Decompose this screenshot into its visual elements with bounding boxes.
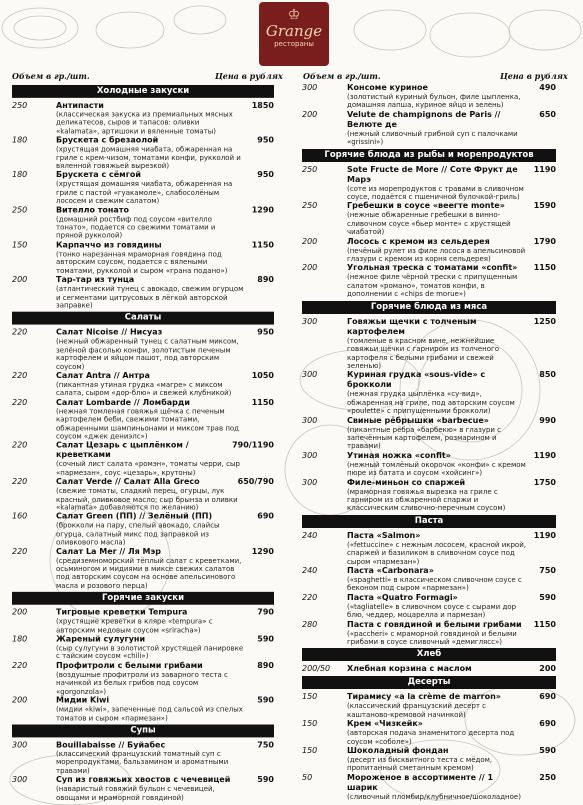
section-header: Десерты — [302, 676, 556, 689]
menu-item-price: 1790 — [533, 236, 556, 246]
menu-item-title: Брускета с брезаолой — [56, 135, 159, 145]
menu-item-title: Салат Green (ПП) // Зелёный (ПП) — [56, 512, 213, 521]
menu-item-description: (соте из морепродуктов с травами в сливочном соусе, подаётся с пшеничной булочкой-гриль) — [347, 184, 524, 202]
menu-item-weight: 200 — [12, 275, 28, 285]
menu-item-description: («spaghetti» в классическом сливочном соусе с беконом под сыром «пармезан») — [347, 576, 522, 593]
menu-item-weight: 250 — [302, 201, 318, 211]
menu-item-weight: 280 — [302, 619, 318, 629]
menu-item-title: Вителло тонато — [56, 205, 129, 215]
section-header: Холодные закуски — [12, 85, 274, 98]
menu-item-weight: 150 — [302, 746, 318, 756]
menu-item — [302, 317, 556, 371]
menu-item-description: (нежная грудка цыплёнка «су-вид», обжаренная на гриле, под авторским соусом «poulette» с припущенными брокколи) — [347, 390, 515, 416]
menu-item-title: Паста «Carbonara» — [347, 566, 434, 575]
menu-item-weight: 300 — [302, 370, 318, 380]
menu-item-description: (золотистый куриный бульон, филе цыпленка, домашняя лапша, куриное яйцо и зелень) — [347, 93, 521, 110]
menu-item-title: Паста «Salmon» — [347, 530, 421, 540]
logo-subtitle: рестораны — [274, 40, 314, 48]
menu-item-weight: 300 — [12, 775, 28, 785]
menu-item — [12, 661, 274, 696]
menu-item-price: 1190 — [533, 164, 556, 174]
menu-item-price: 850 — [539, 370, 556, 380]
menu-item-price: 890 — [257, 661, 274, 670]
menu-item-description: (тонко нарезанная мраморная говядина под авторским соусом, подается с вялеными томатами, рукколой и сыром «грана подано») — [56, 250, 228, 275]
menu-item-weight: 220 — [12, 440, 28, 450]
menu-item-weight: 200 — [302, 263, 318, 273]
menu-item-description: (десерт из бисквитного теста с мёдом, пропитанный сметанным кремом) — [347, 756, 493, 773]
menu-item-price: 1150 — [533, 619, 556, 629]
menu-item-weight: 300 — [12, 740, 28, 750]
menu-item — [12, 634, 274, 661]
menu-item-price: 750 — [539, 566, 556, 575]
menu-item-description: (пикантные рёбра «барбекю» в глазури с запечённым картофелем, розмарином и травами) — [347, 425, 501, 451]
menu-item-description: (классический французский десерт с каштаново-кремовой начинкой) — [347, 702, 487, 719]
menu-item-weight: 150 — [302, 719, 318, 729]
menu-item-weight: 220 — [12, 661, 28, 670]
menu-item-description: (сочный лист салата «ромэн», томаты черри, сыр «пармезан», соус «цезарь», крутоны) — [56, 460, 240, 477]
menu-item-weight: 220 — [12, 327, 28, 337]
menu-item — [302, 370, 556, 415]
menu-item — [12, 101, 274, 136]
menu-item-weight: 300 — [302, 450, 318, 460]
menu-item-description: (авторская подача знаменитого десерта под соусом «соболе») — [347, 729, 515, 746]
menu-item-description: (наваристый говяжий бульон с чечевицей, овощами и мраморной говядиной) — [56, 785, 215, 802]
menu-item-weight: 200 — [12, 695, 28, 705]
right-menu-column — [302, 83, 556, 801]
menu-item — [302, 566, 556, 593]
menu-item-price: 1290 — [251, 205, 274, 215]
menu-item-price: 650/790 — [237, 477, 274, 487]
menu-item-price: 990 — [539, 415, 556, 425]
menu-item-description: (воздушные профитроли из заварного теста с начинкой из белых грибов под соусом «gorgonzola») — [56, 670, 228, 696]
menu-item-price: 1150 — [251, 397, 274, 407]
menu-item-price: 1150 — [533, 263, 556, 273]
menu-item-weight: 180 — [12, 170, 28, 180]
menu-item-title: Крем «Чизкейк» — [347, 719, 423, 729]
menu-item — [302, 620, 556, 647]
menu-item-weight: 200 — [12, 607, 28, 617]
menu-item-weight: 240 — [302, 566, 318, 575]
logo-name: Grange — [265, 22, 323, 40]
menu-item-title: Куриная грудка «sous-vide» с брокколи — [347, 370, 486, 390]
menu-item — [302, 478, 556, 513]
menu-item — [302, 451, 556, 478]
menu-item-price: 950 — [257, 327, 274, 337]
menu-item — [12, 512, 274, 547]
menu-item — [12, 171, 274, 206]
menu-item-description: (нежные обжаренные гребешки в винно-сливочном соусе «бьер монте» с хрустящей чиабатой) — [347, 211, 511, 237]
menu-item-weight: 200/50 — [302, 664, 331, 674]
menu-item-weight: 220 — [302, 592, 318, 602]
menu-item-title: Шоколадный фондан — [347, 746, 449, 756]
menu-item — [302, 531, 556, 566]
menu-item-description: (печёный рулет из филе лосося в апельсиновой глазури с кремом из корня сельдерея) — [347, 246, 526, 264]
menu-item-weight: 160 — [12, 512, 28, 521]
menu-item-title: Салат Nicoise // Нисуаз — [56, 327, 163, 337]
menu-item-title: Velute de champignons de Paris // Велюте де — [347, 109, 501, 129]
menu-item — [302, 593, 556, 620]
menu-item — [302, 165, 556, 202]
menu-item-weight: 200 — [302, 236, 318, 246]
menu-item — [12, 608, 274, 635]
menu-item-price: 1590 — [533, 201, 556, 211]
menu-item-price: 950 — [257, 135, 274, 145]
menu-item-description: (домашний ростбиф под соусом «вителло тонато», подается со свежими томатами и пряной рукколой) — [56, 215, 216, 240]
menu-item-title: Салат Antra // Антра — [56, 371, 150, 380]
menu-item-price: 750 — [257, 740, 274, 750]
menu-item-description: (сыр сулугуни в золотистой хрустящей панировке с тайским соусом «chili») — [56, 644, 244, 661]
menu-item-weight: 220 — [12, 371, 28, 380]
menu-item-weight: 180 — [12, 634, 28, 644]
menu-item — [12, 275, 274, 310]
menu-item-title: Карпаччо из говядины — [56, 240, 162, 250]
menu-item-price: 1150 — [251, 240, 274, 250]
menu-item-price: 790/1190 — [232, 440, 274, 450]
menu-item-weight: 150 — [12, 240, 28, 250]
menu-item — [302, 416, 556, 451]
menu-item-title: Bouillabaisse // Буйабес — [56, 740, 166, 750]
menu-item-title: Паста «Quatro Formagi» — [347, 592, 458, 602]
section-header: Хлеб — [302, 648, 556, 661]
crown-icon: ♔ — [287, 7, 301, 23]
menu-item-price: 590 — [539, 746, 556, 756]
menu-item-price: 1750 — [533, 477, 556, 487]
menu-item-description: («paccheri» с мраморной говядиной и белыми грибами в соусе сливочный «демиглясс») — [347, 629, 517, 647]
menu-item-weight: 250 — [302, 164, 318, 174]
section-header: Горячие блюда из рыбы и морепродуктов — [302, 149, 556, 162]
menu-item — [12, 547, 274, 590]
menu-item-description: (классическая закуска из премиальных мясных деликатесов, сыров и тапасов: оливки «kalamata», артишоки и вяленные томаты) — [56, 110, 233, 136]
menu-item-description: (нежное филе чёрной трески с припущенным салатом «романо», томатов конфи, в дополнении с «chips de morue») — [347, 273, 518, 299]
menu-item-price: 590 — [257, 695, 274, 705]
menu-item-title: Гребешки в соусе «веегте monte» — [347, 201, 505, 211]
menu-item-price: 490 — [539, 83, 556, 92]
menu-item — [302, 83, 556, 110]
menu-item — [12, 136, 274, 171]
menu-item — [302, 692, 556, 719]
menu-item-description: (атлантический тунец с авокадо, свежим огурцом и сегментами цитрусовых в лёгкой авторской заправке) — [56, 285, 244, 310]
menu-item-title: Жареный сулугуни — [56, 634, 146, 644]
restaurant-logo — [259, 2, 329, 66]
menu-item-price: 590 — [257, 775, 274, 785]
menu-item-weight: 220 — [12, 477, 28, 487]
section-header: Супы — [12, 724, 274, 737]
menu-item-weight: 250 — [12, 100, 28, 110]
section-header: Горячие блюда из мяса — [302, 301, 556, 314]
menu-item-title: Мороженое в ассортименте // 1 шарик — [347, 772, 494, 792]
menu-item — [12, 775, 274, 802]
menu-item-title: Мидии Kiwi — [56, 695, 110, 705]
menu-item-title: Салат Цезарь с цыплёнком / креветками — [56, 440, 189, 460]
right-price-header: Цена в рублях — [500, 71, 568, 81]
menu-item-title: Хлебная корзина с маслом — [347, 664, 472, 674]
section-header: Паста — [302, 515, 556, 528]
menu-item-weight: 240 — [302, 530, 318, 540]
section-header: Салаты — [12, 312, 274, 325]
menu-item — [12, 240, 274, 275]
menu-item-description: (нежный обжаренный тунец с салатным миксом, зелёной фасолью конфи, золотистым печеным картофелем и яйцом пашот, под авторским соусом) — [56, 337, 239, 371]
menu-item-weight: 300 — [302, 83, 318, 92]
menu-item — [12, 328, 274, 371]
menu-item — [302, 263, 556, 298]
menu-item-weight: 300 — [302, 415, 318, 425]
menu-item-description: (томленые в красном вине, нежнейшие говяжьи щёчки с гарниром из толченого картофеля с белыми грибами и свежей зеленью) — [347, 336, 499, 370]
menu-item-weight: 300 — [302, 316, 318, 326]
menu-item-title: Тар-тар из тунца — [56, 275, 135, 285]
menu-item-title: Салат Verde // Салат Alla Greco — [56, 477, 200, 487]
menu-item — [12, 371, 274, 398]
menu-item-description: (нежный томлёный окорочок «конфи» с кремом пюре из батата и соусом «хойсинг») — [347, 460, 526, 478]
menu-item — [302, 746, 556, 773]
menu-item-description: (брокколи на пару, спелый авокадо, слайсы огурца, салатный микс под заправкой из оливкового масла) — [56, 521, 220, 547]
menu-item-weight: 150 — [302, 692, 318, 702]
menu-item-price: 1050 — [251, 371, 274, 380]
menu-item — [302, 237, 556, 264]
menu-item-price: 1250 — [533, 316, 556, 326]
left-weight-header: Объем в гр./шт. — [12, 71, 90, 81]
menu-item-price: 1290 — [251, 546, 274, 556]
menu-item-title: Филе-миньон со спаржей — [347, 477, 466, 487]
menu-item-title: Говяжьи щечки с толченым картофелем — [347, 316, 477, 336]
menu-item-description: («tagliatelle» в сливочном соусе с сырами дор блю, чеддер, моцарелла и пармезан) — [347, 602, 517, 620]
menu-item-description: (свежие томаты, сладкий перец, огурцы, лук красный, оливковое масло; сыр брынза и оливки «kalamata» добавляются по желанию) — [56, 487, 238, 512]
menu-item-title: Антипасти — [56, 100, 104, 110]
menu-item — [12, 441, 274, 477]
menu-item-title: Салат Lombarde // Ломбарди — [56, 397, 190, 407]
menu-item-description: (сливочный пломбир/клубничное/шоколадное) — [347, 792, 521, 801]
menu-item-title: Брускета с сёмгой — [56, 170, 141, 180]
menu-item-price: 200 — [539, 664, 556, 674]
menu-item-title: Суп из говяжьих хвостов с чечевицей — [56, 775, 231, 785]
menu-item-price: 1850 — [251, 100, 274, 110]
menu-item-description: (мраморная говяжья вырезка на гриле с гарниром из обжаренной спаржи и классическим сливочно-перечным соусом) — [347, 487, 506, 513]
menu-item-description: (средиземноморский тёплый салат с креветками, осьминогом и мидиями в миксе свежих салатов под авторским соусом на основе апельсинового масла и розового перца) — [56, 556, 242, 590]
menu-item-price: 890 — [257, 275, 274, 285]
left-menu-column — [12, 83, 274, 802]
menu-item-price: 590 — [257, 634, 274, 644]
menu-item-title: Профитроли с белыми грибами — [56, 661, 203, 670]
menu-item-title: Свиные рёбрышки «barbecue» — [347, 415, 489, 425]
menu-item — [302, 719, 556, 746]
menu-item-description: (хрустящая домашняя чиабата, обжаренная на гриле с крем-чизом, томатами конфи, рукколой и вяленной говяжьей вырезкой) — [56, 145, 241, 171]
menu-item-title: Паста с говядиной и белыми грибами — [347, 619, 522, 629]
menu-item-description: (мидии «kiwi», запеченные под сальсой из спелых томатов и сыром «пармезан») — [56, 705, 243, 723]
menu-item — [302, 773, 556, 801]
menu-item-title: Угольная треска с томатами «confit» — [347, 263, 518, 273]
menu-item-weight: 220 — [12, 397, 28, 407]
menu-item — [12, 477, 274, 512]
menu-item-price: 790 — [257, 607, 274, 617]
menu-item-description: (хрустящая домашняя чиабата, обжаренная на гриле с пастой «гуакамоле», слабосолёным лососем и свежим салатом) — [56, 180, 233, 206]
menu-item-price: 950 — [257, 170, 274, 180]
menu-item — [12, 696, 274, 723]
menu-item-title: Консоме куриное — [347, 83, 428, 92]
menu-item-description: (пикантная утиная грудка «магре» с миксом салата, сыром «дор-блю» и свежей клубникой) — [56, 380, 232, 398]
menu-item-title: Лосось с кремом из сельдерея — [347, 236, 490, 246]
menu-item-weight: 250 — [12, 205, 28, 215]
section-header: Горячие закуски — [12, 592, 274, 605]
menu-item — [12, 398, 274, 441]
menu-item-title: Sote Fructe de More // Соте Фрукт де Марэ — [347, 164, 518, 184]
menu-item-weight: 220 — [12, 546, 28, 556]
menu-item-description: («fettuccine» с нежным лососем, красной икрой, спаржей и базиликом в сливочном соусе под сыром «пармезан») — [347, 540, 526, 566]
menu-item-price: 250 — [539, 772, 556, 782]
menu-item-title: Тирамису «a la crème de marron» — [347, 692, 501, 702]
menu-item-weight: 300 — [302, 477, 318, 487]
menu-item-price: 650 — [539, 109, 556, 119]
menu-item-title: Салат La Mer // Ля Мэр — [56, 546, 161, 556]
menu-item-price: 590 — [539, 592, 556, 602]
menu-item-price: 1190 — [533, 530, 556, 540]
menu-item — [302, 110, 556, 147]
menu-item-description: (нежная томленая говяжья щёчка с печеным картофелем беби, свежими томатами, обжаренными шампиньонами и миксом трав под соусом «джек дениэлс») — [56, 407, 240, 441]
menu-item-weight: 180 — [12, 135, 28, 145]
menu-item — [302, 664, 556, 674]
menu-item-weight: 50 — [302, 772, 313, 782]
menu-item-weight: 200 — [302, 109, 318, 119]
menu-item — [302, 201, 556, 236]
menu-item-title: Утиная ножка «confit» — [347, 450, 451, 460]
menu-item-price: 1190 — [533, 450, 556, 460]
menu-item-description: (классический французский томатный суп с морепродуктами, бальзамином и ароматными травами) — [56, 750, 229, 775]
menu-item — [12, 205, 274, 240]
menu-item-price: 690 — [539, 692, 556, 702]
menu-item — [12, 740, 274, 775]
menu-item-price: 690 — [539, 719, 556, 729]
left-price-header: Цена в рублях — [215, 71, 283, 81]
menu-item-description: (нежный сливочный грибной суп с палочками «grissini») — [347, 129, 518, 147]
menu-item-title: Тигровые креветки Tempura — [56, 607, 188, 617]
menu-item-price: 690 — [257, 512, 274, 521]
right-weight-header: Объем в гр./шт. — [303, 71, 381, 81]
menu-item-description: (хрустящие креветки в кляре «tempura» с авторским медовым соусом «sriracha») — [56, 617, 213, 635]
